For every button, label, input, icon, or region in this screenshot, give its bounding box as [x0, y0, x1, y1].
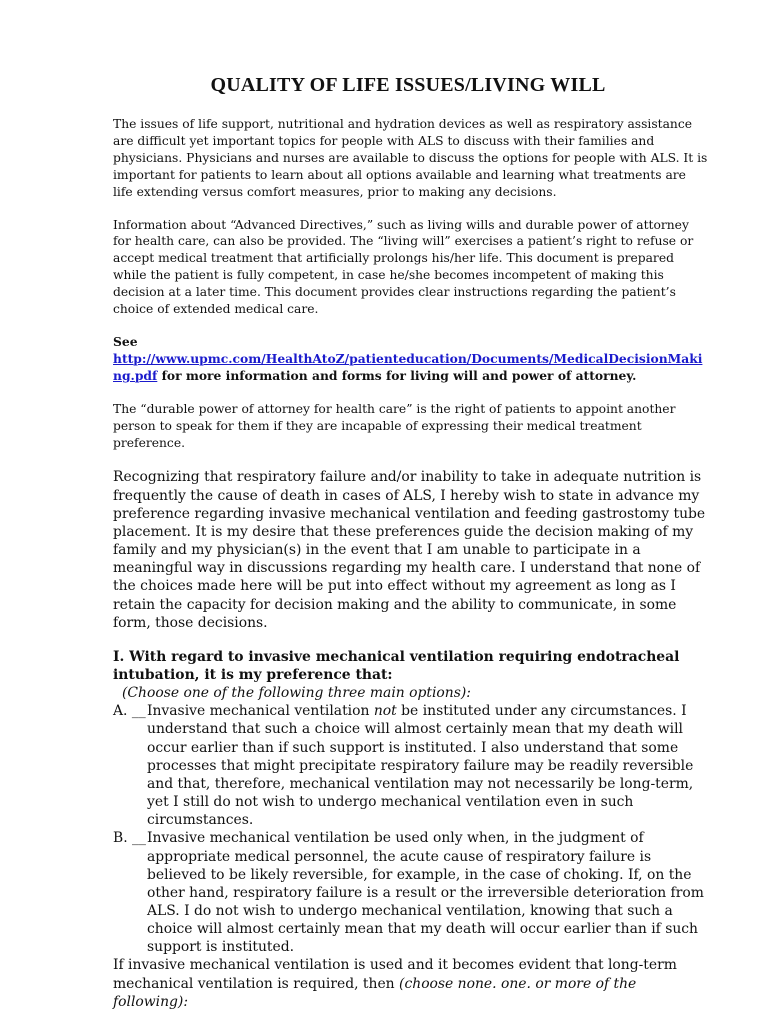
see-suffix: for more information and forms for living will and power of attorney.	[157, 367, 637, 383]
option-a-text-start: Invasive mechanical ventilation	[147, 703, 374, 720]
option-a-label[interactable]: A. __	[113, 703, 146, 720]
section-1-heading: I. With regard to invasive mechanical ventilation requiring endotracheal intubation, it is my preference that:	[113, 648, 680, 683]
statement-paragraph: Recognizing that respiratory failure and/or inability to take in adequate nutrition is frequently the cause of death in cases of ALS, I hereby wish to state in advance my preference regarding invasive mechanical ventilation and feeding gastrostomy tube placement. It is my desire that these preferences guide the decision making of my family and my physician(s) in the event that I am unable to participate in a meaningful way in discussions regarding my health care. I understand that none of the choices made here will be put into effect without my agreement as long as I retain the capacity for decision making and the ability to communicate, in some form, those decisions.	[113, 469, 706, 631]
followup-paragraph	[113, 956, 708, 1010]
see-label: See	[113, 333, 138, 349]
advanced-directives-paragraph: Information about “Advanced Directives,” such as living wills and durable power of attorney for health care, can also be provided. The “living will” exercises a patient’s right to refuse or accept medical treatment that artificially prolongs his/her life. This document is prepared while the patient is fully competent, in case he/she becomes incompetent of making this decision at a later time. This document provides clear instructions regarding the patient’s choice of extended medical care.	[113, 217, 694, 317]
option-a-emphasis: not	[373, 703, 397, 720]
option-b[interactable]	[113, 829, 708, 956]
option-b-label[interactable]: B. __	[113, 830, 146, 847]
upmc-link[interactable]: http://www.upmc.com/HealthAtoZ/patienteducation/Documents/MedicalDecisionMaking.pdf	[113, 350, 703, 383]
power-of-attorney-paragraph: The “durable power of attorney for health care” is the right of patients to appoint another person to speak for them if they are incapable of expressing their medical treatment preference.	[113, 401, 676, 450]
document-title: QUALITY OF LIFE ISSUES/LIVING WILL	[210, 74, 606, 96]
option-a[interactable]	[113, 702, 708, 829]
intro-paragraph: The issues of life support, nutritional and hydration devices as well as respiratory assistance are difficult yet important topics for people with ALS to discuss with their families and physicians. Physicians and nurses are available to discuss the options for people with ALS. It is important for patients to learn about all options available and learning what treatments are life extending versus comfort measures, prior to making any decisions.	[113, 117, 708, 199]
see-reference	[113, 334, 708, 385]
followup-instruction: (choose none. one. or more of the following):	[113, 975, 637, 1010]
followup-text: If invasive mechanical ventilation is used and it becomes evident that long-term mechanical ventilation is required, then	[113, 957, 677, 992]
option-b-text: Invasive mechanical ventilation be used only when, in the judgment of appropriate medical personnel, the acute cause of respiratory failure is believed to be likely reversible, for example, in the case of choking. If, on the other hand, respiratory failure is a result or the irreversible deterioration from ALS. I do not wish to undergo mechanical ventilation, knowing that such a choice will almost certainly mean that my death will occur earlier than if such support is instituted.	[147, 830, 704, 956]
document-body	[113, 116, 708, 1011]
option-a-text-end: be instituted under any circumstances. I understand that such a choice will almost certainly mean that my death will occur earlier than if such support is instituted. I also understand that some processes that might precipitate respiratory failure may be readily reversible and that, therefore, mechanical ventilation may not necessarily be long-term, yet I still do not wish to undergo mechanical ventilation even in such circumstances.	[147, 703, 694, 829]
section-1-instruction: (Choose one of the following three main options):	[122, 685, 471, 702]
